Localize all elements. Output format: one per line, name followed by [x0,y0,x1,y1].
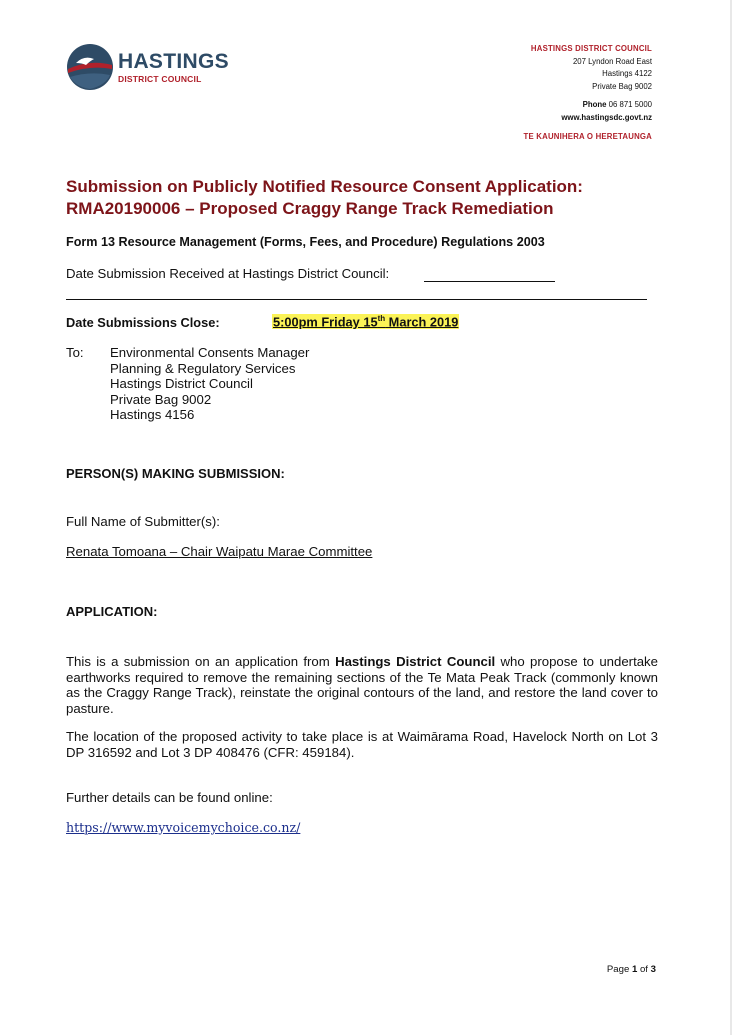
to-line: Private Bag 9002 [110,391,212,407]
application-heading: APPLICATION: [66,604,158,619]
details-link[interactable]: https://www.myvoicemychoice.co.nz/ [66,820,301,835]
further-details-label: Further details can be found online: [66,790,273,805]
persons-heading: PERSON(S) MAKING SUBMISSION: [66,466,285,481]
p1-applicant: Hastings District Council [335,654,496,669]
close-date-main: 5:00pm Friday 15 [273,314,378,330]
application-paragraph-1 [66,654,658,716]
phone-number: 06 871 5000 [608,100,652,110]
address-city: Hastings 4122 [602,69,652,79]
logo-subtitle: DISTRICT COUNCIL [118,73,202,84]
page-total: 3 [650,964,656,975]
council-logo-icon [66,43,114,91]
close-date-label: Date Submissions Close: [66,315,220,330]
to-line: Environmental Consents Manager [110,345,310,360]
close-date-value [272,314,459,329]
title-line-2: RMA20190006 – Proposed Craggy Range Track Remediation [66,199,554,218]
council-address [524,43,652,143]
address-phone-row [524,99,652,112]
to-address [110,345,309,423]
logo-text [118,51,229,84]
close-date-suffix: th [377,314,386,323]
title-line-1: Submission on Publicly Notified Resource Consent Application: [66,177,583,196]
address-org: HASTINGS DISTRICT COUNCIL [530,44,652,53]
p1-text-start: This is a submission on an application from [66,654,336,669]
page-number [607,964,656,975]
to-line: Hastings 4156 [110,407,195,422]
received-label: Date Submission Received at Hastings District Council: [66,266,390,281]
document-title [66,176,666,220]
address-street: 207 Lyndon Road East [572,56,652,66]
application-paragraph-2: The location of the proposed activity to take place is at Waimārama Road, Havelock North on Lot 3 DP 316592 and Lot 3 DP 408476 (CFR: 459184). [66,729,658,760]
submitter-name-label: Full Name of Submitter(s): [66,514,220,529]
page-word: Page [606,964,630,975]
to-line: Hastings District Council [110,376,253,391]
page-current: 1 [631,964,638,975]
close-date-month: March 2019 [385,314,459,330]
logo-name: HASTINGS [118,49,229,73]
address-maori-name: TE KAUNIHERA O HERETAUNGA [523,131,652,141]
received-date-blank [424,281,555,282]
p1-text-end: who propose to undertake earthworks required to remove the remaining sections of the Te Mata Peak Track (commonly known as the Craggy Range Track), reinstate the original contours of the land, and restore the land cover to pasture. [66,654,658,716]
of-word: of [639,964,648,975]
divider [66,299,647,300]
submitter-name-value: Renata Tomoana – Chair Waipatu Marae Committee [66,544,373,559]
address-bag: Private Bag 9002 [592,81,652,91]
to-line: Planning & Regulatory Services [110,360,296,376]
address-website: www.hastingsdc.govt.nz [561,112,652,122]
phone-label: Phone [582,100,607,110]
form-reference: Form 13 Resource Management (Forms, Fees, and Procedure) Regulations 2003 [66,235,545,249]
council-logo [66,43,229,91]
to-label: To: [66,345,84,360]
